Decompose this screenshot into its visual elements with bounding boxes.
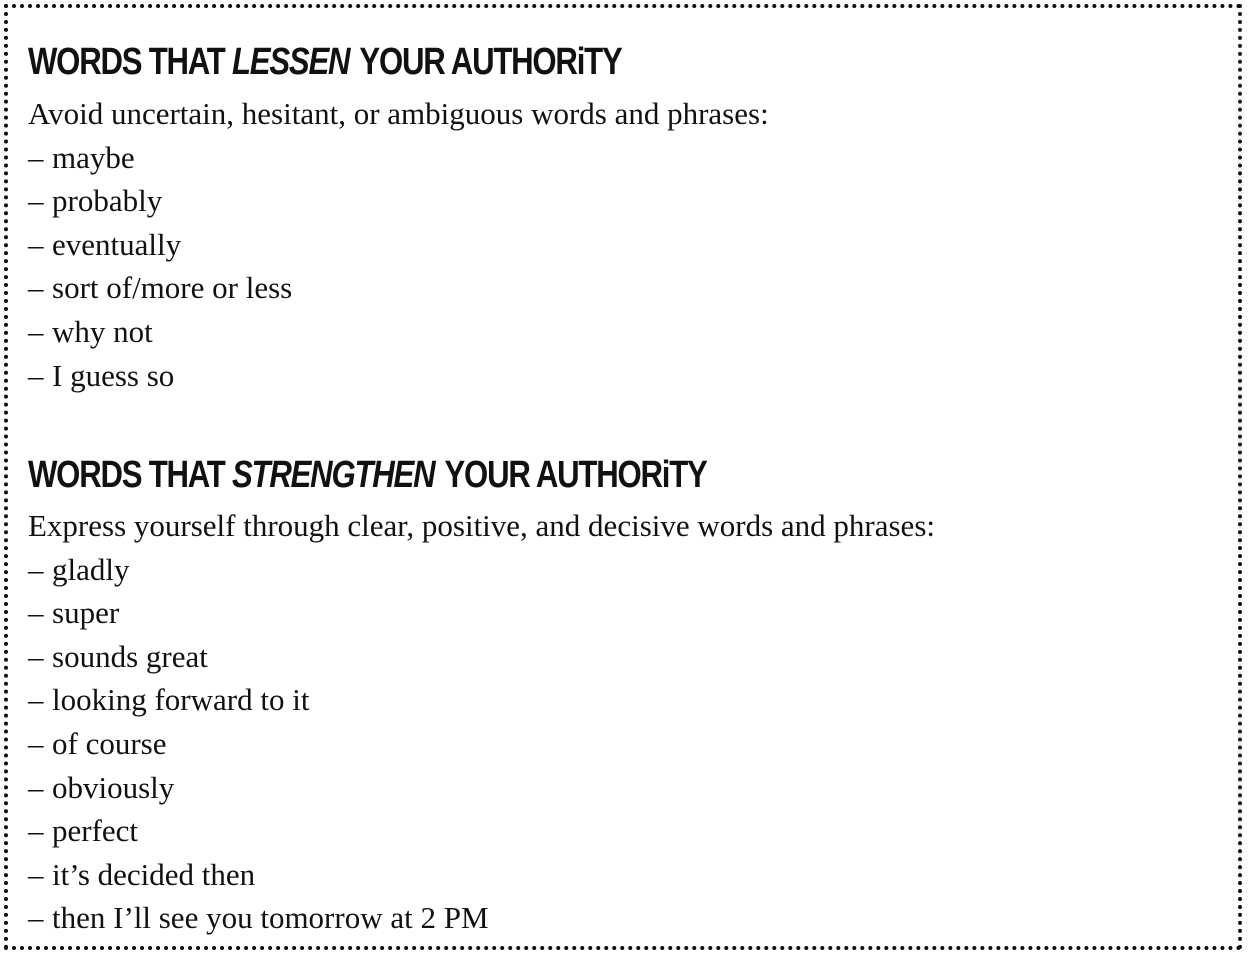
bullet-dash: – <box>28 183 44 219</box>
list-item-text: sounds great <box>52 638 208 674</box>
list-item-text: super <box>52 595 120 631</box>
bullet-dash: – <box>28 856 44 892</box>
list-item <box>28 266 1228 310</box>
list-item <box>28 766 1228 810</box>
lessen-heading <box>28 38 1012 86</box>
strengthen-intro: Express yourself through clear, positive, and decisive words and phrases: <box>28 508 935 543</box>
strengthen-word-list <box>28 548 1228 940</box>
lessen-intro: Avoid uncertain, hesitant, or ambiguous words and phrases: <box>28 96 769 131</box>
list-item-text: looking forward to it <box>52 682 310 718</box>
lessen-heading-prefix: WORDS THAT <box>28 41 232 83</box>
bullet-dash: – <box>28 595 44 631</box>
lessen-heading-emphasis: LESSEN <box>231 41 350 83</box>
bullet-dash: – <box>28 139 44 175</box>
strengthen-heading <box>28 451 1012 499</box>
strengthen-heading-suffix: YOUR AUTHORiTY <box>437 454 707 496</box>
list-item-text: gladly <box>52 551 130 587</box>
list-item-text: I guess so <box>52 357 175 393</box>
dotted-frame <box>4 4 1242 950</box>
bullet-dash: – <box>28 357 44 393</box>
bullet-dash: – <box>28 900 44 936</box>
list-item <box>28 809 1228 853</box>
list-item-text: of course <box>52 725 167 761</box>
list-item-text: sort of/more or less <box>52 270 293 306</box>
lessen-section <box>28 38 1228 397</box>
lessen-heading-suffix: YOUR AUTHORiTY <box>352 41 622 83</box>
bullet-dash: – <box>28 725 44 761</box>
strengthen-heading-emphasis: STRENGTHEN <box>231 454 435 496</box>
list-item <box>28 179 1228 223</box>
list-item-text: perfect <box>52 813 139 849</box>
list-item-text: then I’ll see you tomorrow at 2 PM <box>52 900 489 936</box>
bullet-dash: – <box>28 638 44 674</box>
bullet-dash: – <box>28 270 44 306</box>
list-item-text: it’s decided then <box>52 856 256 892</box>
bullet-dash: – <box>28 769 44 805</box>
list-item-text: probably <box>52 183 163 219</box>
bullet-dash: – <box>28 813 44 849</box>
list-item-text: obviously <box>52 769 175 805</box>
strengthen-section <box>28 451 1228 940</box>
list-item-text: maybe <box>52 139 135 175</box>
list-item <box>28 896 1228 940</box>
list-item <box>28 591 1228 635</box>
list-item <box>28 310 1228 354</box>
list-item-text: why not <box>52 313 153 349</box>
lessen-word-list <box>28 136 1228 398</box>
strengthen-heading-prefix: WORDS THAT <box>28 454 232 496</box>
list-item <box>28 136 1228 180</box>
list-item <box>28 354 1228 398</box>
bullet-dash: – <box>28 226 44 262</box>
list-item <box>28 223 1228 267</box>
bullet-dash: – <box>28 313 44 349</box>
list-item <box>28 548 1228 592</box>
bullet-dash: – <box>28 551 44 587</box>
list-item-text: eventually <box>52 226 182 262</box>
list-item <box>28 635 1228 679</box>
list-item <box>28 722 1228 766</box>
list-item <box>28 853 1228 897</box>
bullet-dash: – <box>28 682 44 718</box>
list-item <box>28 678 1228 722</box>
